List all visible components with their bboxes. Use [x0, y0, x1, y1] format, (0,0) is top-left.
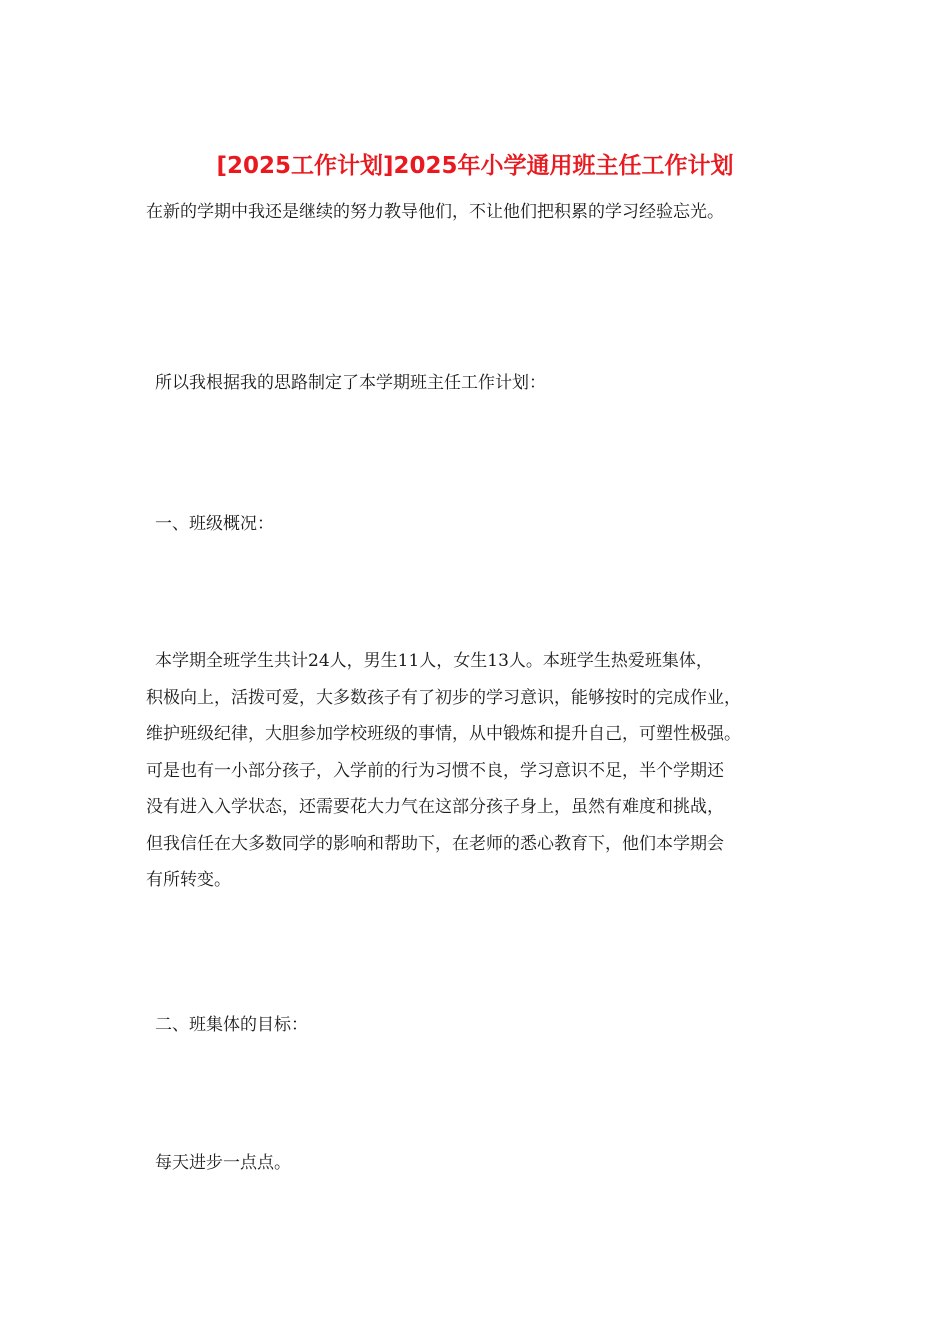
class-goal-paragraph: 每天进步一点点。 [155, 1153, 291, 1173]
paragraph-line: 有所转变。 [146, 870, 231, 890]
class-overview-paragraph [146, 649, 826, 905]
document-title: [2025工作计划]2025年小学通用班主任工作计划 [216, 153, 734, 179]
section-heading-class-overview: 一、班级概况： [155, 514, 274, 534]
paragraph-line: 但我信任在大多数同学的影响和帮助下，在老师的悉心教育下，他们本学期会 [146, 833, 724, 854]
section-heading-class-goal: 二、班集体的目标： [155, 1015, 308, 1035]
paragraph-line: 积极向上，活拨可爱，大多数孩子有了初步的学习意识，能够按时的完成作业， [146, 687, 741, 708]
paragraph-line: 本学期全班学生共计24人，男生11人，女生13人。本班学生热爱班集体， [155, 651, 713, 671]
intro-paragraph: 在新的学期中我还是继续的努力教导他们，不让他们把积累的学习经验忘光。 [146, 202, 724, 222]
lead-paragraph: 所以我根据我的思路制定了本学期班主任工作计划： [155, 373, 546, 393]
paragraph-line: 可是也有一小部分孩子，入学前的行为习惯不良，学习意识不足，半个学期还 [146, 760, 724, 781]
paragraph-line: 维护班级纪律，大胆参加学校班级的事情，从中锻炼和提升自己，可塑性极强。 [146, 724, 741, 744]
paragraph-line: 没有进入入学状态，还需要花大力气在这部分孩子身上，虽然有难度和挑战， [146, 797, 724, 817]
